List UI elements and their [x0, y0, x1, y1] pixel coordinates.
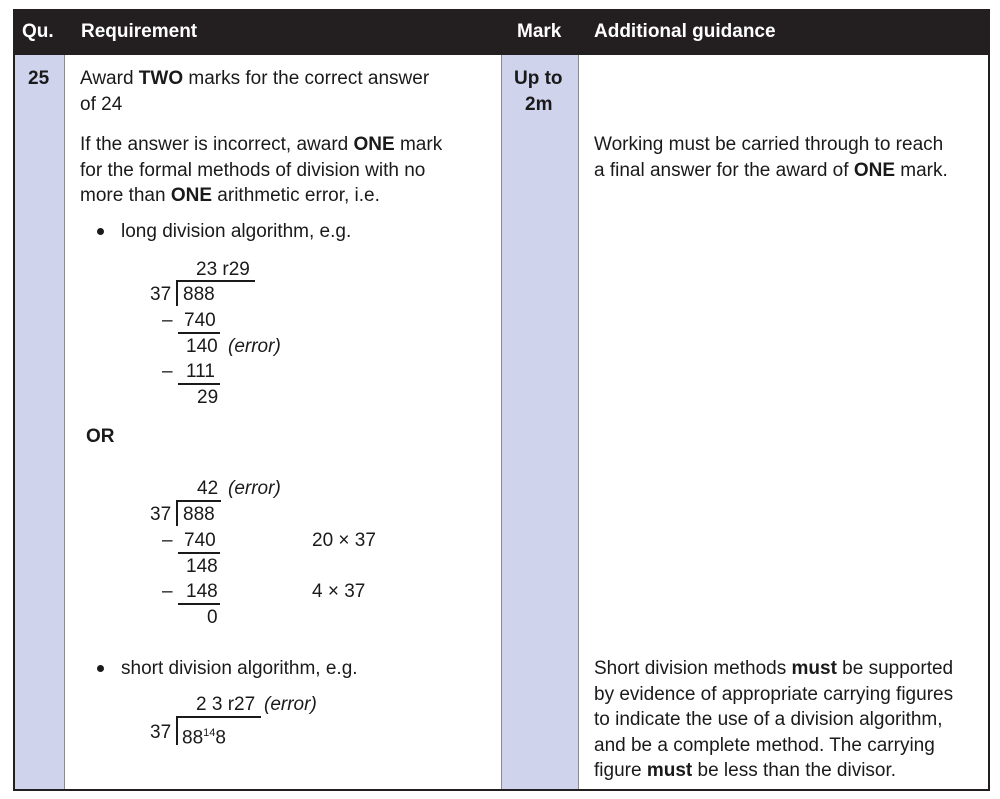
guidance-text: Short division methods must be supported [594, 658, 954, 679]
column-divider [501, 55, 502, 791]
bullet-long-division: long division algorithm, e.g. [121, 221, 352, 242]
minus-sign: – [162, 361, 173, 382]
qu-column-shade [15, 55, 64, 791]
division-bracket [176, 716, 178, 745]
ld1-remainder: 140 [186, 336, 218, 357]
bullet-short-division: short division algorithm, e.g. [121, 658, 358, 679]
requirement-text: for the formal methods of division with no [80, 160, 426, 181]
ld2-remainder: 0 [207, 607, 218, 628]
division-bar [177, 716, 261, 718]
or-label: OR [86, 426, 115, 447]
ld2-divisor: 37 [150, 504, 172, 525]
carry-figure: 14 [203, 727, 216, 739]
division-bracket [176, 280, 178, 306]
guidance-text: figure must be less than the divisor. [594, 760, 897, 781]
bullet-icon [97, 228, 104, 235]
guidance-text: Working must be carried through to reach [594, 134, 944, 155]
sd-divisor: 37 [150, 722, 172, 743]
table-border-bottom [14, 789, 990, 791]
requirement-text: Award TWO marks for the correct answer [80, 68, 430, 89]
ld2-quotient: 42 [197, 478, 219, 499]
header-mark: Mark [517, 21, 562, 42]
requirement-text: If the answer is incorrect, award ONE mark [80, 134, 443, 155]
ld1-divisor: 37 [150, 284, 172, 305]
working-note: 20 × 37 [312, 530, 376, 551]
header-requirement: Requirement [81, 21, 198, 42]
error-note: (error) [264, 694, 317, 715]
guidance-text: a final answer for the award of ONE mark. [594, 160, 948, 181]
division-bracket [176, 500, 178, 526]
table-border-right [988, 9, 990, 791]
sd-dividend: $88^{14}8$ [182, 727, 226, 749]
error-note: (error) [228, 478, 281, 499]
ld1-dividend: 888 [183, 284, 215, 305]
ld2-remainder: 148 [186, 556, 218, 577]
requirement-text: more than ONE arithmetic error, i.e. [80, 185, 380, 206]
working-note: 4 × 37 [312, 581, 366, 602]
question-number: 25 [28, 68, 50, 89]
minus-sign: – [162, 581, 173, 602]
table-border-left [13, 9, 15, 791]
ld1-quotient: 23 r29 [196, 259, 250, 280]
mark-value-line2: 2m [525, 94, 553, 115]
guidance-text: to indicate the use of a division algorithm, [594, 709, 943, 730]
mark-column-shade [502, 55, 578, 791]
sd-quotient: 2 3 r27 [196, 694, 256, 715]
ld1-subtrahend: 111 [186, 361, 215, 382]
header-qu: Qu. [22, 21, 54, 42]
header-guidance: Additional guidance [594, 21, 776, 42]
table-header [14, 9, 990, 55]
ld1-remainder: 29 [197, 387, 219, 408]
column-divider [64, 55, 65, 791]
guidance-text: by evidence of appropriate carrying figures [594, 684, 954, 705]
column-divider [578, 55, 579, 791]
ld2-subtrahend: 740 [184, 530, 216, 551]
guidance-text: and be a complete method. The carrying [594, 735, 935, 756]
ld2-dividend: 888 [183, 504, 215, 525]
mark-value-line1: Up to [514, 68, 563, 89]
minus-sign: – [162, 310, 173, 331]
minus-sign: – [162, 530, 173, 551]
ld1-subtrahend: 740 [184, 310, 216, 331]
ld2-subtrahend: 148 [186, 581, 218, 602]
requirement-text: of 24 [80, 94, 123, 115]
bullet-icon [97, 665, 104, 672]
error-note: (error) [228, 336, 281, 357]
